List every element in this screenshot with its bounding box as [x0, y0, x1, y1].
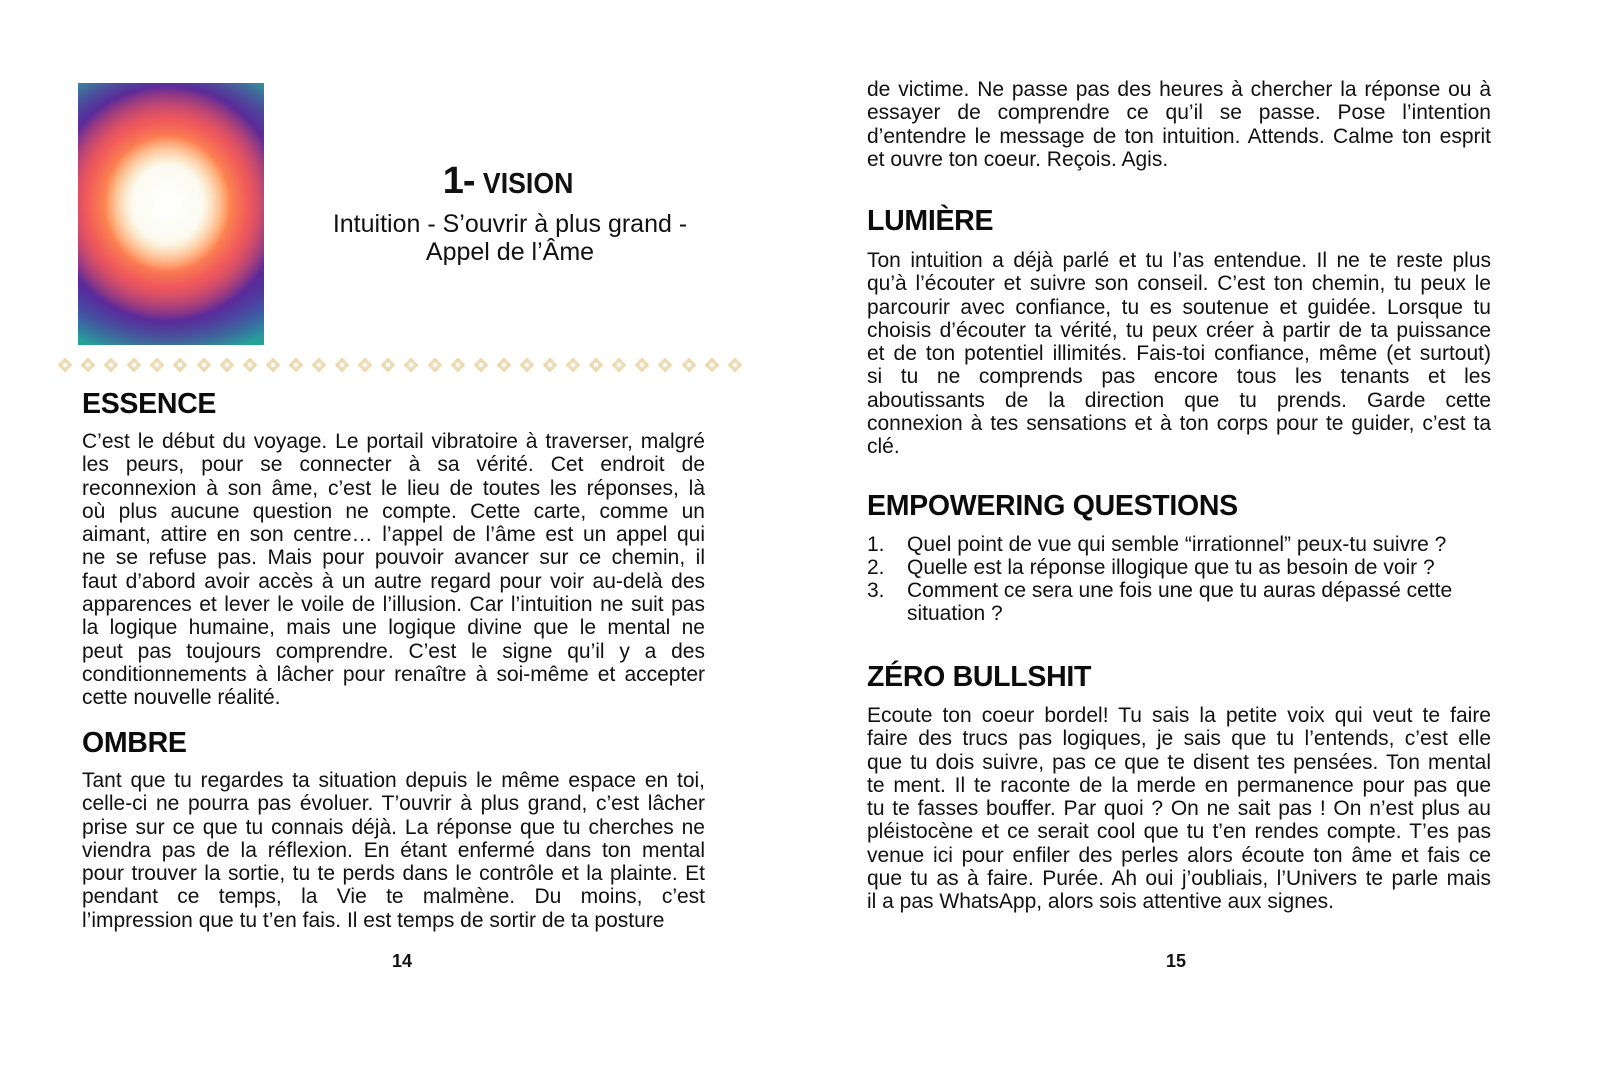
text-line: parcourir avec confiance, tu es soutenue et guidée. Lorsque tu: [867, 295, 1491, 319]
question-text: Quel point de vue qui semble “irrationnel” peux-tu suivre ?: [907, 533, 1447, 556]
text-line: ne se refuse pas. Mais pour pouvoir avancer sur ce chemin, il: [82, 546, 705, 570]
diamond-ornament-icon: [705, 358, 719, 372]
text-line: que tu as à faire. Purée. Ah oui j’oubliais, l’Univers te parle mais: [867, 867, 1491, 891]
diamond-ornament-icon: [404, 358, 418, 372]
text-line: où plus aucune question ne compte. Cette carte, comme un: [82, 499, 705, 523]
diamond-ornament-icon: [335, 358, 349, 372]
right-page: [805, 0, 1610, 1080]
diamond-ornament-icon: [173, 358, 187, 372]
diamond-ornament-icon: [543, 358, 557, 372]
diamond-ornament-icon: [358, 358, 372, 372]
empowering-questions-list: [867, 533, 1507, 625]
text-line: te ment. Il te raconte de la merde en permanence pour pas que: [867, 773, 1491, 797]
text-line: Ecoute ton coeur bordel! Tu sais la petite voix qui veut te faire: [867, 704, 1491, 727]
diamond-ornament-icon: [312, 358, 326, 372]
section-body-zero-bullshit: [867, 704, 1491, 914]
page-number-right: 15: [1166, 951, 1187, 971]
card-subtitle-line: Appel de l’Âme: [425, 238, 595, 266]
text-line: pendant ce temps, la Vie te malmène. Du moins, c’est: [82, 885, 705, 909]
diamond-ornament-icon: [196, 358, 210, 372]
text-line: la logique humaine, mais une logique divine que le mental ne: [82, 616, 705, 640]
diamond-ornament-icon: [497, 358, 511, 372]
text-line: aboutissants de la direction que tu prends. Garde cette: [867, 388, 1491, 412]
diamond-ornament-icon: [104, 358, 118, 372]
diamond-ornament-icon: [381, 358, 395, 372]
text-line: peut pas toujours comprendre. C’est le signe qu’il y a des: [82, 639, 705, 663]
diamond-ornament-icon: [520, 358, 534, 372]
question-item: [867, 533, 1507, 556]
text-line: tu te fasses bouffer. Par quoi ? On ne sait pas ! On n’est plus au: [867, 797, 1491, 821]
text-line: de victime. Ne passe pas des heures à chercher la réponse ou à: [867, 78, 1491, 101]
section-title-empowering-questions: EMPOWERING QUESTIONS: [867, 490, 1238, 522]
text-line: que tu dois suivre, pas ce que te disent tes pensées. Ton mental: [867, 750, 1491, 774]
question-text: [907, 579, 1507, 625]
diamond-ornament-icon: [427, 358, 441, 372]
question-number: 3.: [867, 579, 885, 602]
diamond-ornament-icon: [243, 358, 257, 372]
section-title-zero-bullshit: ZÉRO BULLSHIT: [867, 661, 1092, 693]
text-line: Tant que tu regardes ta situation depuis le même espace en toi,: [82, 769, 705, 792]
text-line: apparences et lever le voile de l’illusion. Car l’intuition ne suit pas: [82, 593, 705, 617]
text-line: cette nouvelle réalité.: [82, 686, 281, 710]
question-item: [867, 579, 1507, 625]
text-line: prise sur ce que tu connais déjà. La réponse que tu cherches ne: [82, 815, 705, 839]
text-line: il a pas WhatsApp, alors sois attentive aux signes.: [867, 890, 1334, 914]
section-body-essence: [82, 430, 705, 710]
text-line: qu’à l’écouter et suivre son conseil. C’est ton chemin, tu peux le: [867, 272, 1491, 296]
diamond-ornament-icon: [58, 358, 72, 372]
diamond-ornament-icon: [220, 358, 234, 372]
question-text: Quelle est la réponse illogique que tu as besoin de voir ?: [907, 556, 1435, 579]
diamond-ornament-icon: [127, 358, 141, 372]
text-line: viendra pas de la réflexion. En étant enfermé dans ton mental: [82, 838, 705, 862]
question-number: 2.: [867, 556, 885, 579]
text-line: les peurs, pour se connecter à sa vérité. Cet endroit de: [82, 453, 705, 477]
text-line: si tu ne comprends pas encore tous les tenants et les: [867, 365, 1491, 389]
card-name: VISION: [482, 168, 574, 200]
card-title: [290, 160, 730, 203]
section-title-essence: ESSENCE: [82, 388, 217, 420]
diamond-ornament-icon: [658, 358, 672, 372]
text-line: conditionnements à lâcher pour renaître à soi-même et accepter: [82, 662, 705, 686]
text-line: aimant, attire en son centre… l’appel de l’âme est un appel qui: [82, 523, 705, 547]
text-line: choisis d’écouter ta vérité, tu peux créer à partir de ta puissance: [867, 318, 1491, 342]
diamond-ornament-icon: [681, 358, 695, 372]
question-text-line: Comment ce sera une fois une que tu auras dépassé cette: [907, 579, 1453, 602]
text-line: pour trouver la sortie, tu te perds dans le contrôle et la plainte. Et: [82, 862, 705, 886]
text-line: et de ton potentiel illimités. Fais-toi confiance, même (et surtout): [867, 342, 1491, 366]
text-line: faire des trucs pas logiques, je sais que tu l’entends, c’est elle: [867, 727, 1491, 751]
card-subtitle-line: Intuition - S’ouvrir à plus grand -: [332, 210, 688, 238]
card-number: 1-: [442, 160, 475, 202]
page-number-left: 14: [392, 951, 413, 971]
question-number: 1.: [867, 533, 885, 556]
text-line: venue ici pour enfiler des perles alors écoute ton âme et fais ce: [867, 843, 1491, 867]
section-body-ombre: [82, 769, 705, 932]
ombre-continuation: [867, 78, 1491, 171]
diamond-ornament-icon: [566, 358, 580, 372]
diamond-ornament-icon: [474, 358, 488, 372]
section-body-lumiere: [867, 249, 1491, 459]
question-item: [867, 556, 1507, 579]
card-illustration-image: [78, 83, 264, 345]
question-text-line: situation ?: [907, 602, 1003, 625]
diamond-ornament-icon: [451, 358, 465, 372]
text-line: C’est le début du voyage. Le portail vibratoire à traverser, malgré: [82, 430, 705, 453]
text-line: Ton intuition a déjà parlé et tu l’as entendue. Il ne te reste plus: [867, 249, 1491, 272]
diamond-ornament-icon: [289, 358, 303, 372]
diamond-ornament-icon: [266, 358, 280, 372]
section-title-lumiere: LUMIÈRE: [867, 205, 994, 237]
card-subtitle: [300, 210, 720, 266]
text-line: connexion à tes sensations et à ton corps pour te guider, c’est ta: [867, 412, 1491, 436]
text-line: l’impression que tu t’en fais. Il est temps de sortir de ta posture: [82, 908, 665, 932]
text-line: clé.: [867, 435, 900, 459]
text-line: d’entendre le message de ton intuition. Attends. Calme ton esprit: [867, 124, 1491, 148]
text-line: reconnexion à son âme, c’est le lieu de toutes les réponses, là: [82, 476, 705, 500]
diamond-ornament-icon: [728, 358, 742, 372]
text-line: pléistocène et ce serait cool que tu t’en rendes compte. T’es pas: [867, 820, 1491, 844]
text-line: essayer de comprendre ce qu’il se passe. Pose l’intention: [867, 101, 1491, 125]
section-title-ombre: OMBRE: [82, 727, 187, 759]
diamond-ornament-icon: [635, 358, 649, 372]
text-line: faut d’abord avoir accès à un autre regard pour voir au-delà des: [82, 569, 705, 593]
diamond-ornament-icon: [589, 358, 603, 372]
diamond-ornament-icon: [150, 358, 164, 372]
text-line: et ouvre ton coeur. Reçois. Agis.: [867, 147, 1169, 171]
ornamental-divider: [60, 357, 740, 373]
diamond-ornament-icon: [81, 358, 95, 372]
text-line: celle-ci ne pourra pas évoluer. T’ouvrir à plus grand, c’est lâcher: [82, 792, 705, 816]
diamond-ornament-icon: [612, 358, 626, 372]
